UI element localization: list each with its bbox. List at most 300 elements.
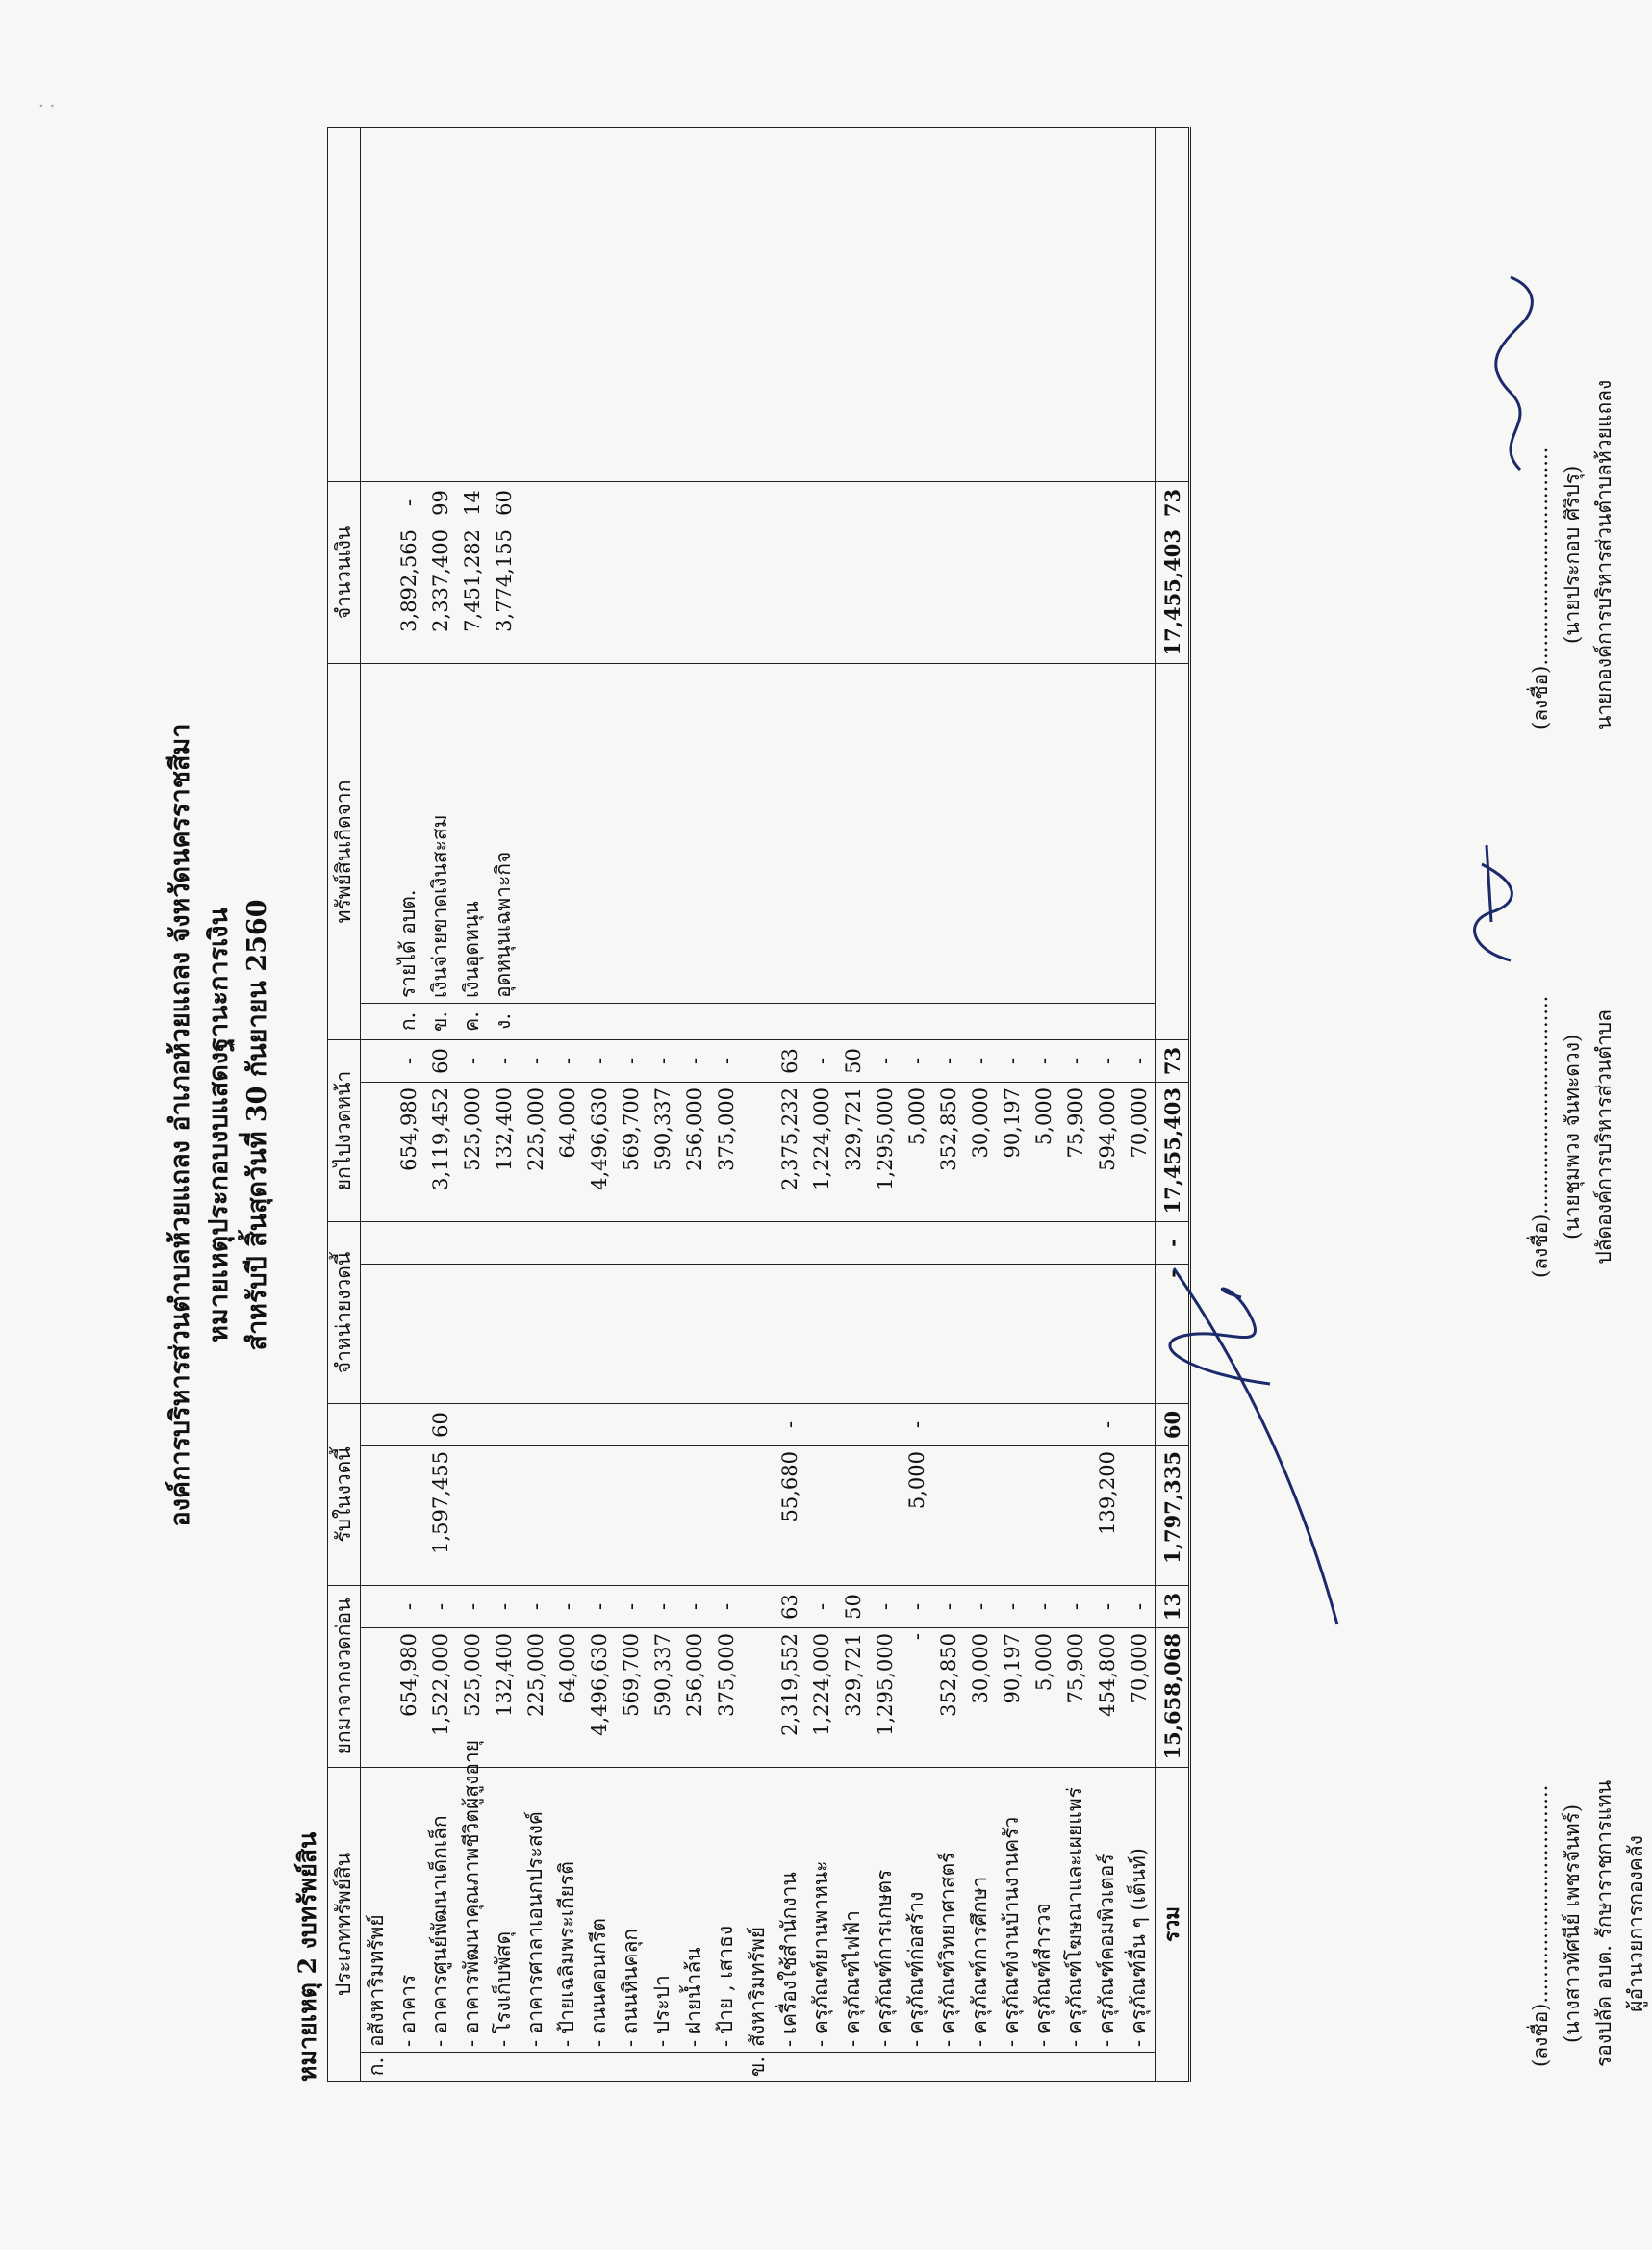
disposed-satang bbox=[805, 1221, 837, 1264]
signer-name: (นายประกอบ ศิริปรุ) bbox=[1561, 465, 1584, 644]
disposed-satang bbox=[551, 1221, 583, 1264]
source-code bbox=[710, 1003, 742, 1039]
carried-baht: 30,000 bbox=[964, 1082, 996, 1221]
total-carried-satang: 73 bbox=[1156, 1039, 1190, 1082]
amount-baht: 3,892,565 bbox=[393, 524, 424, 663]
received-satang bbox=[1059, 1403, 1091, 1445]
blank-cell bbox=[964, 127, 996, 481]
disposed-baht bbox=[551, 1264, 583, 1403]
disposed-satang bbox=[710, 1221, 742, 1264]
amount-baht bbox=[647, 524, 678, 663]
total-received-satang: 60 bbox=[1156, 1403, 1190, 1445]
table-row bbox=[837, 127, 869, 2081]
total-amount-baht: 17,455,403 bbox=[1156, 524, 1190, 663]
signature-center bbox=[1453, 826, 1530, 980]
amount-baht bbox=[361, 524, 394, 663]
disposed-baht bbox=[488, 1264, 520, 1403]
amount-baht bbox=[932, 524, 964, 663]
carried-baht bbox=[361, 1082, 394, 1221]
table-row bbox=[805, 127, 837, 2081]
amount-baht bbox=[742, 524, 774, 663]
carried-baht bbox=[742, 1082, 774, 1221]
carried-baht: 90,197 bbox=[996, 1082, 1028, 1221]
received-baht bbox=[1028, 1445, 1059, 1585]
received-baht bbox=[615, 1445, 647, 1585]
disposed-baht bbox=[520, 1264, 551, 1403]
asset-name: - ครุภัณฑ์การศึกษา bbox=[964, 1767, 996, 2052]
disposed-baht bbox=[710, 1264, 742, 1403]
carried-baht: 75,900 bbox=[1059, 1082, 1091, 1221]
carried-baht: 3,119,452 bbox=[424, 1082, 456, 1221]
source-code: ข. bbox=[424, 1003, 456, 1039]
total-label: รวม bbox=[1156, 1767, 1190, 2081]
source-name: อุดหนุนเฉพาะกิจ bbox=[488, 663, 520, 1003]
col-header-source: ทรัพย์สินเกิดจาก bbox=[328, 663, 361, 1039]
table-header-row bbox=[328, 127, 361, 2081]
received-baht bbox=[583, 1445, 615, 1585]
total-disposed-satang: - bbox=[1156, 1221, 1190, 1264]
disposed-satang bbox=[1059, 1221, 1091, 1264]
amount-baht bbox=[520, 524, 551, 663]
disposed-satang bbox=[361, 1221, 394, 1264]
source-code bbox=[837, 1003, 869, 1039]
asset-name: - ครุภัณฑ์โฆษณาและเผยแพร่ bbox=[1059, 1767, 1091, 2052]
total-brought-satang: 13 bbox=[1156, 1585, 1190, 1627]
carried-satang: - bbox=[1123, 1039, 1156, 1082]
received-satang bbox=[456, 1403, 488, 1445]
carried-satang: - bbox=[520, 1039, 551, 1082]
asset-name: อสังหาริมทรัพย์ bbox=[361, 1767, 394, 2052]
received-baht bbox=[932, 1445, 964, 1585]
amount-satang bbox=[1091, 481, 1123, 524]
received-baht bbox=[678, 1445, 710, 1585]
brought-satang: - bbox=[996, 1585, 1028, 1627]
row-code bbox=[805, 2053, 837, 2082]
disposed-satang bbox=[393, 1221, 424, 1264]
table-row bbox=[964, 127, 996, 2081]
received-baht bbox=[742, 1445, 774, 1585]
row-code bbox=[393, 2053, 424, 2082]
brought-satang: - bbox=[678, 1585, 710, 1627]
disposed-baht bbox=[996, 1264, 1028, 1403]
disposed-satang bbox=[520, 1221, 551, 1264]
row-code bbox=[837, 2053, 869, 2082]
row-code bbox=[1059, 2053, 1091, 2082]
col-header-brought: ยกมาจากงวดก่อน bbox=[328, 1585, 361, 1767]
signer-position: ปลัดองค์การบริหารส่วนตำบล bbox=[1592, 1010, 1615, 1265]
row-code bbox=[1028, 2053, 1059, 2082]
source-code bbox=[964, 1003, 996, 1039]
amount-satang bbox=[1059, 481, 1091, 524]
source-code bbox=[1123, 1003, 1156, 1039]
blank-cell bbox=[869, 127, 901, 481]
carried-satang: - bbox=[583, 1039, 615, 1082]
received-satang bbox=[615, 1403, 647, 1445]
asset-name: - อาคาร bbox=[393, 1767, 424, 2052]
disposed-baht bbox=[1028, 1264, 1059, 1403]
source-name bbox=[964, 663, 996, 1003]
received-baht bbox=[520, 1445, 551, 1585]
disposed-baht bbox=[837, 1264, 869, 1403]
sign-line: (ลงชื่อ).................................. bbox=[1529, 995, 1552, 1278]
asset-name: - ครุภัณฑ์คอมพิวเตอร์ bbox=[1091, 1767, 1123, 2052]
brought-baht: 454,800 bbox=[1091, 1627, 1123, 1767]
row-code bbox=[488, 2053, 520, 2082]
disposed-baht bbox=[583, 1264, 615, 1403]
source-name bbox=[615, 663, 647, 1003]
row-code bbox=[520, 2053, 551, 2082]
table-row bbox=[488, 127, 520, 2081]
source-code bbox=[805, 1003, 837, 1039]
disposed-baht bbox=[361, 1264, 394, 1403]
disposed-baht bbox=[805, 1264, 837, 1403]
carried-satang: - bbox=[615, 1039, 647, 1082]
signature-right bbox=[1116, 1249, 1366, 1634]
blank-cell bbox=[488, 127, 520, 481]
brought-satang: - bbox=[615, 1585, 647, 1627]
disposed-baht bbox=[424, 1264, 456, 1403]
carried-baht: 1,224,000 bbox=[805, 1082, 837, 1221]
table-row bbox=[932, 127, 964, 2081]
total-brought-baht: 15,658,068 bbox=[1156, 1627, 1190, 1767]
received-baht bbox=[361, 1445, 394, 1585]
amount-baht bbox=[583, 524, 615, 663]
amount-satang bbox=[774, 481, 805, 524]
received-satang bbox=[551, 1403, 583, 1445]
source-name bbox=[710, 663, 742, 1003]
source-code bbox=[361, 1003, 394, 1039]
disposed-satang bbox=[647, 1221, 678, 1264]
received-satang bbox=[742, 1403, 774, 1445]
amount-satang: 60 bbox=[488, 481, 520, 524]
disposed-baht bbox=[393, 1264, 424, 1403]
amount-baht bbox=[805, 524, 837, 663]
disposed-baht bbox=[456, 1264, 488, 1403]
blank-cell bbox=[1156, 127, 1190, 481]
table-row bbox=[742, 127, 774, 2081]
asset-name: - ถนนคอนกรีต bbox=[583, 1767, 615, 2052]
signer-name: (นางสาวทัศนีย์ เพชรจันทร์) bbox=[1561, 1803, 1584, 2043]
carried-baht: 132,400 bbox=[488, 1082, 520, 1221]
table-row bbox=[996, 127, 1028, 2081]
source-name bbox=[678, 663, 710, 1003]
carried-baht: 5,000 bbox=[1028, 1082, 1059, 1221]
total-disposed-baht: - bbox=[1156, 1264, 1190, 1403]
brought-baht: 1,522,000 bbox=[424, 1627, 456, 1767]
blank-cell bbox=[1028, 127, 1059, 481]
disposed-baht bbox=[647, 1264, 678, 1403]
source-name: รายได้ อบต. bbox=[393, 663, 424, 1003]
source-code: ง. bbox=[488, 1003, 520, 1039]
amount-baht bbox=[678, 524, 710, 663]
disposed-baht bbox=[678, 1264, 710, 1403]
received-satang bbox=[647, 1403, 678, 1445]
amount-baht bbox=[1059, 524, 1091, 663]
amount-satang bbox=[869, 481, 901, 524]
received-satang bbox=[583, 1403, 615, 1445]
blank-cell bbox=[520, 127, 551, 481]
source-code: ก. bbox=[393, 1003, 424, 1039]
received-baht bbox=[996, 1445, 1028, 1585]
source-name: เงินจ่ายขาดเงินสะสม bbox=[424, 663, 456, 1003]
received-satang bbox=[869, 1403, 901, 1445]
asset-name: - อาคารพัฒนาคุณภาพชีวิตผู้สูงอายุ bbox=[456, 1767, 488, 2052]
brought-satang: - bbox=[583, 1585, 615, 1627]
disposed-satang bbox=[678, 1221, 710, 1264]
table-row bbox=[901, 127, 932, 2081]
total-blank bbox=[1156, 663, 1190, 1039]
amount-satang bbox=[647, 481, 678, 524]
signer-position: นายกองค์การบริหารส่วนตำบลห้วยแถลง bbox=[1592, 379, 1615, 729]
row-code bbox=[583, 2053, 615, 2082]
amount-baht bbox=[1123, 524, 1156, 663]
carried-satang: - bbox=[488, 1039, 520, 1082]
disposed-baht bbox=[1059, 1264, 1091, 1403]
carried-satang: 63 bbox=[774, 1039, 805, 1082]
brought-baht: 4,496,630 bbox=[583, 1627, 615, 1767]
source-code bbox=[901, 1003, 932, 1039]
brought-satang: - bbox=[932, 1585, 964, 1627]
received-baht bbox=[456, 1445, 488, 1585]
row-code bbox=[932, 2053, 964, 2082]
carried-satang: - bbox=[996, 1039, 1028, 1082]
asset-name: - ป้าย , เสาธง bbox=[710, 1767, 742, 2052]
received-satang bbox=[710, 1403, 742, 1445]
disposed-satang bbox=[1028, 1221, 1059, 1264]
blank-cell bbox=[996, 127, 1028, 481]
signer-position-2: ผู้อำนวยการกองคลัง bbox=[1624, 1835, 1647, 2012]
received-baht: 5,000 bbox=[901, 1445, 932, 1585]
source-name bbox=[869, 663, 901, 1003]
carried-baht: 64,000 bbox=[551, 1082, 583, 1221]
amount-satang: 99 bbox=[424, 481, 456, 524]
carried-satang: - bbox=[901, 1039, 932, 1082]
amount-satang bbox=[361, 481, 394, 524]
brought-satang: - bbox=[964, 1585, 996, 1627]
carried-baht: 70,000 bbox=[1123, 1082, 1156, 1221]
received-baht bbox=[805, 1445, 837, 1585]
carried-baht: 569,700 bbox=[615, 1082, 647, 1221]
brought-baht: 352,850 bbox=[932, 1627, 964, 1767]
asset-name: - ครุภัณฑ์ไฟฟ้า bbox=[837, 1767, 869, 2052]
received-baht bbox=[647, 1445, 678, 1585]
table-row bbox=[869, 127, 901, 2081]
amount-baht bbox=[901, 524, 932, 663]
row-code bbox=[1091, 2053, 1123, 2082]
brought-satang: - bbox=[1059, 1585, 1091, 1627]
table-body bbox=[361, 127, 1190, 2081]
source-code: ค. bbox=[456, 1003, 488, 1039]
blank-cell bbox=[901, 127, 932, 481]
carried-baht: 5,000 bbox=[901, 1082, 932, 1221]
carried-baht: 4,496,630 bbox=[583, 1082, 615, 1221]
asset-name: - เครื่องใช้สำนักงาน bbox=[774, 1767, 805, 2052]
disposed-satang bbox=[456, 1221, 488, 1264]
disposed-satang bbox=[869, 1221, 901, 1264]
row-code bbox=[647, 2053, 678, 2082]
carried-baht: 525,000 bbox=[456, 1082, 488, 1221]
blank-cell bbox=[424, 127, 456, 481]
amount-baht bbox=[869, 524, 901, 663]
col-header-disposed: จำหน่ายงวดนี้ bbox=[328, 1221, 361, 1403]
brought-baht bbox=[742, 1627, 774, 1767]
source-name bbox=[901, 663, 932, 1003]
signer-position: รองปลัด อบต. รักษาราชการแทน bbox=[1592, 1779, 1615, 2067]
row-code bbox=[1123, 2053, 1156, 2082]
blank-cell bbox=[393, 127, 424, 481]
disposed-satang bbox=[932, 1221, 964, 1264]
disposed-satang bbox=[583, 1221, 615, 1264]
source-name bbox=[647, 663, 678, 1003]
asset-name: - ประปา bbox=[647, 1767, 678, 2052]
blank-cell bbox=[456, 127, 488, 481]
amount-satang bbox=[805, 481, 837, 524]
disposed-baht bbox=[964, 1264, 996, 1403]
amount-baht bbox=[837, 524, 869, 663]
source-name bbox=[551, 663, 583, 1003]
brought-satang: - bbox=[901, 1585, 932, 1627]
amount-baht: 7,451,282 bbox=[456, 524, 488, 663]
blank-cell bbox=[805, 127, 837, 481]
received-baht bbox=[393, 1445, 424, 1585]
carried-satang bbox=[742, 1039, 774, 1082]
brought-baht: 1,295,000 bbox=[869, 1627, 901, 1767]
scan-speck: · · bbox=[38, 96, 56, 116]
brought-baht: 525,000 bbox=[456, 1627, 488, 1767]
carried-baht: 225,000 bbox=[520, 1082, 551, 1221]
assets-table bbox=[327, 127, 1191, 2082]
carried-baht: 329,721 bbox=[837, 1082, 869, 1221]
carried-satang bbox=[361, 1039, 394, 1082]
disposed-baht bbox=[932, 1264, 964, 1403]
brought-satang bbox=[361, 1585, 394, 1627]
blank-cell bbox=[837, 127, 869, 481]
carried-baht: 1,295,000 bbox=[869, 1082, 901, 1221]
source-code bbox=[774, 1003, 805, 1039]
signature-block-president bbox=[1525, 380, 1620, 729]
amount-satang bbox=[837, 481, 869, 524]
note-title: หมายเหตุ 2 งบทรัพย์สิน bbox=[293, 1831, 321, 2082]
disposed-satang bbox=[424, 1221, 456, 1264]
amount-baht bbox=[615, 524, 647, 663]
source-name bbox=[805, 663, 837, 1003]
asset-name: - ป้ายเฉลิมพระเกียรติ bbox=[551, 1767, 583, 2052]
asset-name: สังหาริมทรัพย์ bbox=[742, 1767, 774, 2052]
amount-satang bbox=[901, 481, 932, 524]
source-name bbox=[996, 663, 1028, 1003]
row-code bbox=[774, 2053, 805, 2082]
amount-satang bbox=[520, 481, 551, 524]
carried-satang: - bbox=[456, 1039, 488, 1082]
received-baht bbox=[551, 1445, 583, 1585]
org-name: องค์การบริหารส่วนตำบลห้วยแถลง อำเภอห้วยแถลง จังหวัดนครราชสีมา bbox=[165, 723, 195, 1527]
blank-cell bbox=[774, 127, 805, 481]
brought-satang: - bbox=[869, 1585, 901, 1627]
brought-satang: - bbox=[1028, 1585, 1059, 1627]
table-row bbox=[647, 127, 678, 2081]
blank-cell bbox=[583, 127, 615, 481]
brought-baht: 90,197 bbox=[996, 1627, 1028, 1767]
table-row bbox=[678, 127, 710, 2081]
signer-name: (นายชุมพวง จันทะดวง) bbox=[1561, 1034, 1584, 1240]
row-code bbox=[996, 2053, 1028, 2082]
received-baht bbox=[837, 1445, 869, 1585]
amount-satang bbox=[996, 481, 1028, 524]
brought-baht: - bbox=[901, 1627, 932, 1767]
brought-satang: - bbox=[551, 1585, 583, 1627]
blank-cell bbox=[678, 127, 710, 481]
sign-line: (ลงชื่อ).................................. bbox=[1529, 447, 1552, 729]
col-header-carried: ยกไปงวดหน้า bbox=[328, 1039, 361, 1221]
asset-name: - ครุภัณฑ์ยานพาหนะ bbox=[805, 1767, 837, 2052]
row-code: ข. bbox=[742, 2053, 774, 2082]
amount-satang: 14 bbox=[456, 481, 488, 524]
brought-baht: 654,980 bbox=[393, 1627, 424, 1767]
received-baht bbox=[964, 1445, 996, 1585]
carried-baht: 2,375,232 bbox=[774, 1082, 805, 1221]
carried-satang: - bbox=[393, 1039, 424, 1082]
source-code bbox=[583, 1003, 615, 1039]
source-code bbox=[1091, 1003, 1123, 1039]
carried-satang: - bbox=[1028, 1039, 1059, 1082]
amount-baht bbox=[1028, 524, 1059, 663]
received-satang bbox=[964, 1403, 996, 1445]
table-row bbox=[1059, 127, 1091, 2081]
carried-satang: - bbox=[678, 1039, 710, 1082]
table-row bbox=[424, 127, 456, 2081]
brought-baht: 2,319,552 bbox=[774, 1627, 805, 1767]
source-code bbox=[1059, 1003, 1091, 1039]
row-code bbox=[424, 2053, 456, 2082]
col-header-received: รับในงวดนี้ bbox=[328, 1403, 361, 1585]
asset-name: - ครุภัณฑ์วิทยาศาสตร์ bbox=[932, 1767, 964, 2052]
asset-name: - ครุภัณฑ์งานบ้านงานครัว bbox=[996, 1767, 1028, 2052]
source-name bbox=[774, 663, 805, 1003]
disposed-satang bbox=[837, 1221, 869, 1264]
received-baht bbox=[710, 1445, 742, 1585]
source-code bbox=[742, 1003, 774, 1039]
blank-cell bbox=[361, 127, 394, 481]
amount-satang bbox=[932, 481, 964, 524]
asset-name: - อาคารศาลาเอนกประสงค์ bbox=[520, 1767, 551, 2052]
carried-satang: - bbox=[647, 1039, 678, 1082]
row-code bbox=[710, 2053, 742, 2082]
statement-period: สำหรับปี สิ้นสุดวันที่ 30 กันยายน 2560 bbox=[242, 899, 272, 1351]
disposed-baht bbox=[615, 1264, 647, 1403]
carried-baht: 352,850 bbox=[932, 1082, 964, 1221]
disposed-satang bbox=[901, 1221, 932, 1264]
received-baht: 1,597,455 bbox=[424, 1445, 456, 1585]
source-name bbox=[1123, 663, 1156, 1003]
table-row bbox=[520, 127, 551, 2081]
amount-baht bbox=[964, 524, 996, 663]
received-baht bbox=[488, 1445, 520, 1585]
sign-line: (ลงชื่อ).................................. bbox=[1529, 1784, 1552, 2067]
asset-name: - ครุภัณฑ์สำรวจ bbox=[1028, 1767, 1059, 2052]
blank-cell bbox=[1123, 127, 1156, 481]
carried-satang: - bbox=[805, 1039, 837, 1082]
asset-name: - ฝายน้ำล้น bbox=[678, 1767, 710, 2052]
brought-baht: 132,400 bbox=[488, 1627, 520, 1767]
carried-baht: 590,337 bbox=[647, 1082, 678, 1221]
amount-baht bbox=[996, 524, 1028, 663]
source-name bbox=[1091, 663, 1123, 1003]
amount-satang bbox=[742, 481, 774, 524]
carried-satang: - bbox=[869, 1039, 901, 1082]
source-name: เงินอุดหนุน bbox=[456, 663, 488, 1003]
blank-cell bbox=[1059, 127, 1091, 481]
disposed-satang bbox=[742, 1221, 774, 1264]
